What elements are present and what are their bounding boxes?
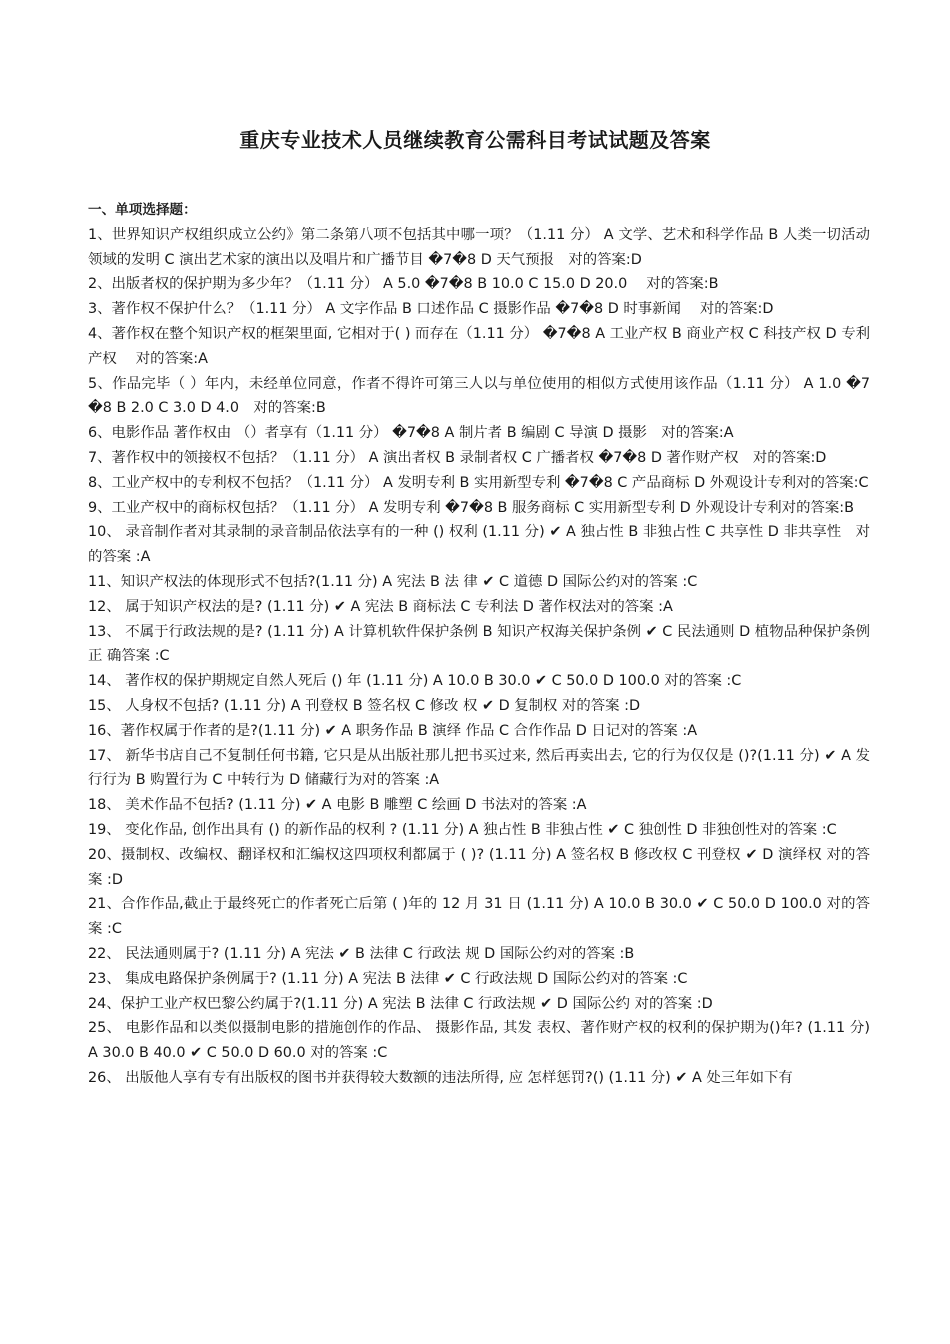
question-item: 9、工业产权中的商标权包括？（1.11 分） A 发明专利 �7�8 B 服务商标 C 实用新型专利 D 外观设计专利对的答案:B <box>88 499 854 516</box>
document-title: 重庆专业技术人员继续教育公需科目考试试题及答案 <box>239 128 711 152</box>
question-item: 26、 出版他人享有专有出版权的图书并获得较大数额的违法所得, 应 怎样惩罚?() (1.11 分) ✔ A 处三年如下有 <box>88 1069 793 1086</box>
question-item: 12、 属于知识产权法的是? (1.11 分) ✔ A 宪法 B 商标法 C 专利法 D 著作权法对的答案 :A <box>88 598 673 615</box>
question-item: 11、知识产权法的体现形式不包括?(1.11 分) A 宪法 B 法 律 ✔ C 道德 D 国际公约对的答案 :C <box>88 573 698 590</box>
question-item: 25、 电影作品和以类似摄制电影的措施创作的作品、 摄影作品, 其发 表权、著作财产权的权利的保护期为()年? (1.11 分) A 30.0 B 40.0 ✔ C 50.0 D 60.0 对的答案 :C <box>88 1020 870 1062</box>
question-item: 22、 民法通则属于? (1.11 分) A 宪法 ✔ B 法律 C 行政法 规 D 国际公约对的答案 :B <box>88 945 635 962</box>
question-item: 14、 著作权的保护期规定自然人死后 () 年 (1.11 分) A 10.0 B 30.0 ✔ C 50.0 D 100.0 对的答案 :C <box>88 673 742 690</box>
question-item: 6、电影作品 著作权由 （）者享有（1.11 分） �7�8 A 制片者 B 编剧 C 导演 D 摄影 对的答案:A <box>88 425 734 442</box>
question-item: 1、世界知识产权组织成立公约》第二条第八项不包括其中哪一项？（1.11 分） A 文学、艺术和科学作品 B 人类一切活动领域的发明 C 演出艺术家的演出以及唱片和广播节目 �7�8 D 天气预报 对的答案:D <box>88 226 870 268</box>
question-item: 24、保护工业产权巴黎公约属于?(1.11 分) A 宪法 B 法律 C 行政法规 ✔ D 国际公约 对的答案 :D <box>88 995 713 1012</box>
document-body <box>88 198 870 1091</box>
section-heading: 一、单项选择题： <box>88 202 197 218</box>
question-item: 20、摄制权、改编权、翻译权和汇编权这四项权利都属于 ( )? (1.11 分) A 签名权 B 修改权 C 刊登权 ✔ D 演绎权 对的答案 :D <box>88 846 870 888</box>
question-item: 15、 人身权不包括? (1.11 分) A 刊登权 B 签名权 C 修改 权 ✔ D 复制权 对的答案 :D <box>88 697 641 714</box>
question-item: 13、 不属于行政法规的是? (1.11 分) A 计算机软件保护条例 B 知识产权海关保护条例 ✔ C 民法通则 D 植物品种保护条例正 确答案 :C <box>88 623 870 665</box>
question-item: 10、 录音制作者对其录制的录音制品依法享有的一种 () 权利 (1.11 分) ✔ A 独占性 B 非独占性 C 共享性 D 非共享性 对的答案 :A <box>88 524 870 566</box>
question-item: 8、工业产权中的专利权不包括？（1.11 分） A 发明专利 B 实用新型专利 �7�8 C 产品商标 D 外观设计专利对的答案:C <box>88 474 869 491</box>
question-item: 17、 新华书店自己不复制任何书籍, 它只是从出版社那儿把书买过来, 然后再卖出去, 它的行为仅仅是 ()?(1.11 分) ✔ A 发行行为 B 购置行为 C 中转行为 D 储藏行为对的答案 :A <box>88 747 870 789</box>
question-item: 18、 美术作品不包括? (1.11 分) ✔ A 电影 B 雕塑 C 绘画 D 书法对的答案 :A <box>88 797 587 814</box>
question-item: 16、著作权属于作者的是?(1.11 分) ✔ A 职务作品 B 演绎 作品 C 合作作品 D 日记对的答案 :A <box>88 722 698 739</box>
question-item: 23、 集成电路保护条例属于? (1.11 分) A 宪法 B 法律 ✔ C 行政法规 D 国际公约对的答案 :C <box>88 970 688 987</box>
question-item: 3、著作权不保护什么？（1.11 分） A 文字作品 B 口述作品 C 摄影作品 �7�8 D 时事新闻 对的答案:D <box>88 301 774 318</box>
question-item: 7、著作权中的领接权不包括？（1.11 分） A 演出者权 B 录制者权 C 广播者权 �7�8 D 著作财产权 对的答案:D <box>88 449 827 466</box>
question-item: 4、著作权在整个知识产权的框架里面, 它相对于( ) 而存在（1.11 分） �7�8 A 工业产权 B 商业产权 C 科技产权 D 专利产权 对的答案:A <box>88 325 870 367</box>
question-item: 19、 变化作品, 创作出具有 () 的新作品的权利 ? (1.11 分) A 独占性 B 非独占性 ✔ C 独创性 D 非独创性对的答案 :C <box>88 821 837 838</box>
question-item: 2、出版者权的保护期为多少年？（1.11 分） A 5.0 �7�8 B 10.0 C 15.0 D 20.0 对的答案:B <box>88 276 719 293</box>
question-item: 5、作品完毕（ ）年内，未经单位同意，作者不得许可第三人以与单位使用的相似方式使用该作品（1.11 分） A 1.0 �7�8 B 2.0 C 3.0 D 4.0 对的答案:B <box>88 375 870 417</box>
question-item: 21、合作作品,截止于最终死亡的作者死亡后第 ( )年的 12 月 31 日 (1.11 分) A 10.0 B 30.0 ✔ C 50.0 D 100.0 对的答案 :C <box>88 896 870 938</box>
